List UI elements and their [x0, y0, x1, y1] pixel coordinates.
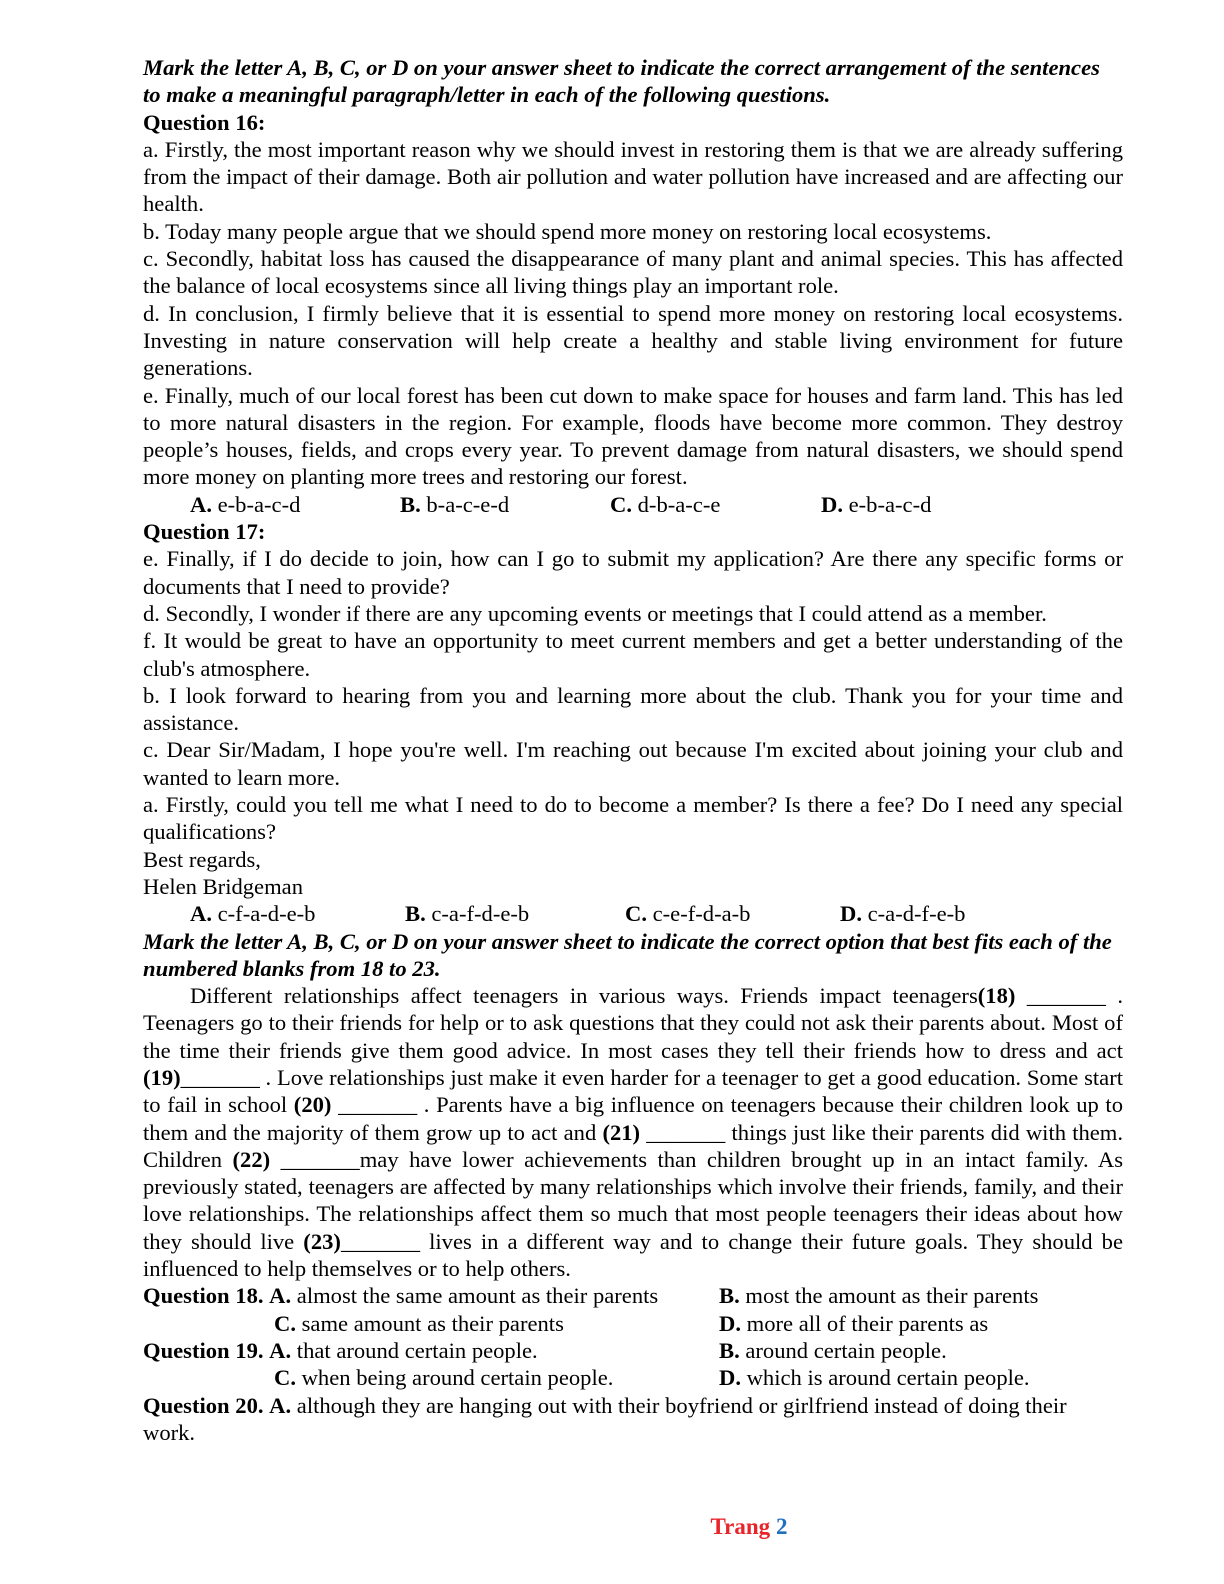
passage-text: _______ . Love relationships just make it even harder for a teenager to get a good education. Some start to fail in school — [143, 1064, 1123, 1118]
q17-sentence-d: d. Secondly, I wonder if there are any upcoming events or meetings that I could attend as a member. — [143, 600, 1047, 626]
q16-sentence-c: c. Secondly, habitat loss has caused the disappearance of many plant and animal species. This has affected the balance of local ecosystems since all living things play an important role. — [143, 246, 1123, 299]
q19-row-1 — [143, 1337, 1123, 1364]
q17-signature: Helen Bridgeman — [143, 873, 303, 899]
option-text: around certain people. — [739, 1337, 947, 1363]
blank-18-number: (18) — [977, 983, 1016, 1009]
option-letter: C. — [274, 1310, 296, 1336]
q19-option-b — [719, 1337, 947, 1364]
footer-page-number: 2 — [775, 1514, 788, 1539]
q17-sentence-f: f. It would be great to have an opportunity to meet current members and get a better understanding of the club's atmosphere. — [143, 628, 1123, 681]
q18-option-b — [719, 1282, 1038, 1309]
option-text: c-f-a-d-e-b — [211, 901, 316, 927]
blank-19-number: (19) — [143, 1064, 181, 1090]
option-text: c-a-d-f-e-b — [861, 901, 966, 927]
q20-option-a — [143, 1392, 1123, 1447]
q16-sentence-d: d. In conclusion, I firmly believe that it is essential to spend more money on restoring local ecosystems. Investing in nature conservation will help create a healthy and stable living environment for future generations. — [143, 300, 1123, 381]
q16-sentence-b: b. Today many people argue that we should spend more money on restoring local ecosystems. — [143, 218, 992, 244]
page-footer — [0, 1514, 1224, 1540]
q16-option-d — [821, 491, 931, 518]
question-17-title: Question 17: — [143, 519, 266, 545]
option-letter: C. — [274, 1365, 296, 1391]
q16-sentence-e: e. Finally, much of our local forest has been cut down to make space for houses and farm land. This has led to more natural disasters in the region. For example, floods have become more common. They destroy people’s houses, fields, and crops every year. To prevent damage from natural disasters, we should spend more money on planting more trees and restoring our forest. — [143, 382, 1123, 490]
option-letter: D. — [821, 491, 843, 517]
q17-option-c — [625, 900, 750, 927]
passage-text: _______ things just like their parents did with them. Children — [143, 1119, 1124, 1172]
option-text: same amount as their parents — [295, 1310, 564, 1336]
blank-23-number: (23) — [303, 1228, 341, 1254]
passage-text: _______ . Parents have a big influence on teenagers because their children look up to them and the majority of them grow up to act and — [143, 1092, 1123, 1145]
passage-text: _______ . Teenagers go to their friends for help or to ask questions that they could not ask their parents about. Most of the time their friends give them good advice. In most cases they tell their friends how to dress and act — [143, 983, 1123, 1063]
q18-row-2 — [143, 1310, 1123, 1337]
instruction-arrangement: Mark the letter A, B, C, or D on your answer sheet to indicate the correct arrangement of the sentences to make a meaningful paragraph/letter in each of the following questions. — [143, 55, 1100, 108]
option-text: d-b-a-c-e — [631, 491, 721, 517]
option-letter: A. — [269, 1392, 292, 1418]
q17-sentence-b: b. I look forward to hearing from you and learning more about the club. Thank you for your time and assistance. — [143, 682, 1123, 736]
option-letter: A. — [190, 901, 212, 927]
q18-option-d — [719, 1310, 988, 1337]
blank-22-number: (22) — [232, 1146, 271, 1172]
q16-sentence-a: a. Firstly, the most important reason why we should invest in restoring them is that we are already suffering from the impact of their damage. Both air pollution and water pollution have increased and are affecting our health. — [143, 136, 1123, 217]
q19-row-2 — [143, 1364, 1123, 1391]
q19-option-a — [143, 1337, 538, 1364]
option-text: b-a-c-e-d — [420, 491, 510, 517]
blank-20-number: (20) — [293, 1092, 332, 1118]
question-19-label: Question 19. — [143, 1337, 264, 1363]
q17-option-a — [190, 900, 315, 927]
q17-sentence-a: a. Firstly, could you tell me what I need to do to become a member? Is there a fee? Do I need any special qualifications? — [143, 792, 1123, 845]
option-text: c-e-f-d-a-b — [646, 901, 751, 927]
option-letter: D. — [719, 1365, 741, 1391]
q18-option-a — [143, 1282, 658, 1309]
q17-sentence-e: e. Finally, if I do decide to join, how can I go to submit my application? Are there any specific forms or documents that I need to provide? — [143, 546, 1123, 599]
q17-option-b — [405, 900, 529, 927]
option-text: c-a-f-d-e-b — [425, 901, 530, 927]
option-text: e-b-a-c-d — [211, 491, 301, 517]
q18-option-c — [274, 1310, 564, 1337]
option-letter: C. — [610, 491, 632, 517]
passage-text: _______may have lower achievements than children brought up in an intact family. As previously stated, teenagers are affected by many relationships which involve their friends, family, and their love relationships. The relationships affect them so much that most people teenagers their ideas about how they should live — [143, 1146, 1123, 1254]
q18-row-1 — [143, 1282, 1123, 1309]
q17-options — [143, 900, 1123, 927]
passage-text: Different relationships affect teenagers in various ways. Friends impact teenagers — [190, 983, 978, 1009]
question-20-label: Question 20. — [143, 1392, 264, 1418]
option-letter: B. — [719, 1283, 740, 1309]
q17-sentence-c: c. Dear Sir/Madam, I hope you're well. I'm reaching out because I'm excited about joining your club and wanted to learn more. — [143, 737, 1123, 790]
q19-option-d — [719, 1364, 1030, 1391]
option-text: almost the same amount as their parents — [291, 1283, 659, 1309]
option-letter: B. — [405, 901, 426, 927]
q16-options — [143, 491, 1123, 518]
question-16-title: Question 16: — [143, 109, 266, 135]
passage-text: _______ lives in a different way and to change their future goals. They should be influenced to help themselves or to help others. — [143, 1228, 1123, 1282]
instruction-cloze: Mark the letter A, B, C, or D on your answer sheet to indicate the correct option that best fits each of the numbered blanks from 18 to 23. — [143, 928, 1112, 981]
q17-closing: Best regards, — [143, 846, 261, 872]
option-text: which is around certain people. — [740, 1365, 1030, 1391]
option-letter: A. — [190, 491, 212, 517]
option-letter: C. — [625, 901, 647, 927]
option-letter: A. — [269, 1337, 292, 1363]
option-text: most the amount as their parents — [739, 1283, 1039, 1309]
question-18-label: Question 18. — [143, 1283, 264, 1309]
option-letter: D. — [719, 1310, 741, 1336]
blank-21-number: (21) — [602, 1119, 641, 1145]
option-text: e-b-a-c-d — [842, 491, 932, 517]
option-text: more all of their parents as — [740, 1310, 989, 1336]
option-text: although they are hanging out with their boyfriend or girlfriend instead of doing their work. — [143, 1392, 1067, 1445]
q19-option-c — [274, 1364, 613, 1391]
q17-option-d — [840, 900, 965, 927]
document-page — [143, 54, 1123, 1446]
option-text: that around certain people. — [291, 1337, 538, 1363]
cloze-passage — [143, 982, 1123, 1282]
q16-option-b — [400, 491, 509, 518]
option-letter: A. — [269, 1283, 292, 1309]
footer-page-word: Trang — [710, 1514, 771, 1539]
q16-option-a — [190, 491, 300, 518]
option-letter: B. — [719, 1337, 740, 1363]
option-letter: B. — [400, 491, 421, 517]
option-text: when being around certain people. — [295, 1365, 614, 1391]
q16-option-c — [610, 491, 720, 518]
option-letter: D. — [840, 901, 862, 927]
